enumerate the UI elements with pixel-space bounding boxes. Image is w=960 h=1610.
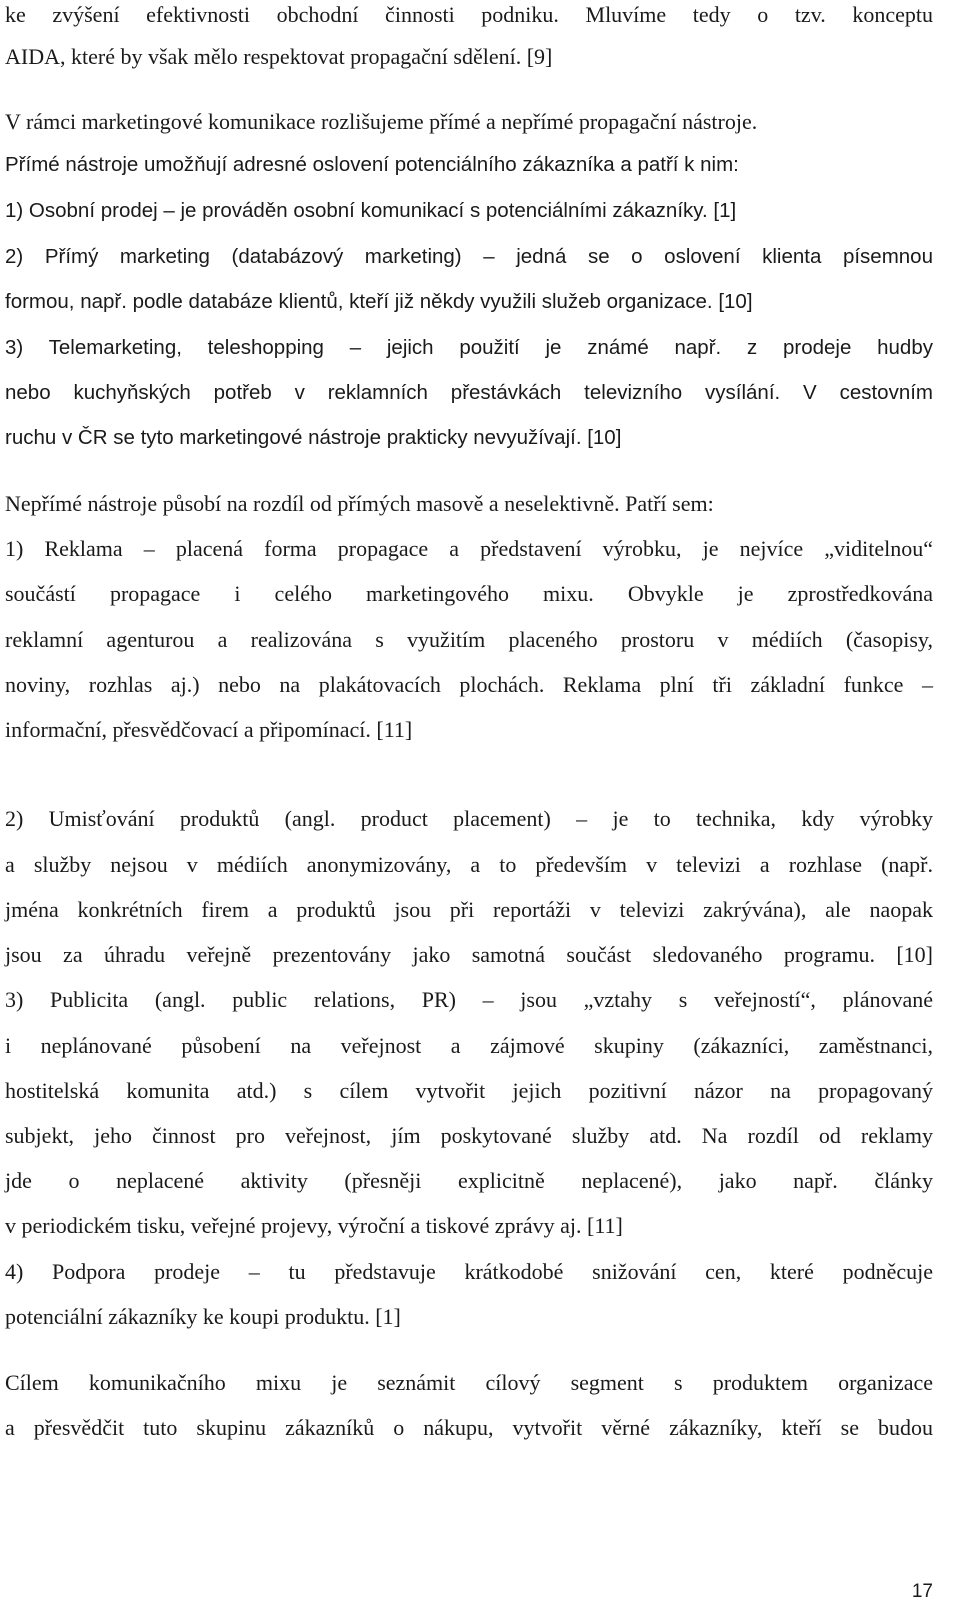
text-line: v periodickém tisku, veřejné projevy, výroční a tiskové zprávy aj. [11] [5,1213,623,1238]
text-line: potenciální zákazníky ke koupi produktu. [1] [5,1304,401,1329]
text-line: Přímé nástroje umožňují adresné oslovení potenciálního zákazníka a patří k nim: [5,153,739,176]
text-line: 1) Reklama – placená forma propagace a představení výrobku, je nejvíce „viditelnou“ [5,536,933,561]
text-line: 1) Osobní prodej – je prováděn osobní komunikací s potenciálními zákazníky. [1] [5,199,737,222]
text-line: jsou za úhradu veřejně prezentovány jako samotná součást sledovaného programu. [10] [5,942,933,967]
text-line: nebo kuchyňských potřeb v reklamních přestávkách televizního vysílání. V cestovním [5,381,933,404]
text-line: a služby nejsou v médiích anonymizovány, a to především v televizi a rozhlase (např. [5,852,933,877]
text-line: formou, např. podle databáze klientů, kteří již někdy využili služeb organizace. [10] [5,290,753,313]
text-line: součástí propagace i celého marketingového mixu. Obvykle je zprostředkována [5,581,933,606]
text-line: noviny, rozhlas aj.) nebo na plakátovacích plochách. Reklama plní tři základní funkce – [5,672,933,697]
text-line: 4) Podpora prodeje – tu představuje krátkodobé snižování cen, které podněcuje [5,1259,933,1284]
text-line: informační, přesvědčovací a připomínací. [11] [5,717,413,742]
text-line: 2) Přímý marketing (databázový marketing) – jedná se o oslovení klienta písemnou [5,245,933,268]
text-line: reklamní agenturou a realizována s využitím placeného prostoru v médiích (časopisy, [5,627,933,652]
text-line: 3) Publicita (angl. public relations, PR) – jsou „vztahy s veřejností“, plánované [5,987,933,1012]
text-line: Cílem komunikačního mixu je seznámit cílový segment s produktem organizace [5,1370,933,1395]
text-line: AIDA, které by však mělo respektovat propagační sdělení. [9] [5,44,553,69]
text-line: Nepřímé nástroje působí na rozdíl od přímých masově a neselektivně. Patří sem: [5,491,714,516]
text-line: jde o neplacené aktivity (přesněji explicitně neplacené), jako např. články [5,1168,933,1193]
text-line: ke zvýšení efektivnosti obchodní činnosti podniku. Mluvíme tedy o tzv. konceptu [5,2,933,27]
page-number: 17 [911,1581,933,1602]
text-line: subjekt, jeho činnost pro veřejnost, jím poskytované služby atd. Na rozdíl od reklamy [5,1123,933,1148]
text-line: a přesvědčit tuto skupinu zákazníků o nákupu, vytvořit věrné zákazníky, kteří se budou [5,1415,933,1440]
text-line: i neplánované působení na veřejnost a zájmové skupiny (zákazníci, zaměstnanci, [5,1033,933,1058]
text-line: V rámci marketingové komunikace rozlišujeme přímé a nepřímé propagační nástroje. [5,109,758,134]
text-line: ruchu v ČR se tyto marketingové nástroje prakticky nevyužívají. [10] [5,426,622,449]
text-line: hostitelská komunita atd.) s cílem vytvořit jejich pozitivní názor na propagovaný [5,1078,933,1103]
text-line: 2) Umisťování produktů (angl. product placement) – je to technika, kdy výrobky [5,806,933,831]
text-line: jména konkrétních firem a produktů jsou při reportáži v televizi zakrývána), ale naopak [5,897,933,922]
text-line: 3) Telemarketing, teleshopping – jejich použití je známé např. z prodeje hudby [5,336,933,359]
